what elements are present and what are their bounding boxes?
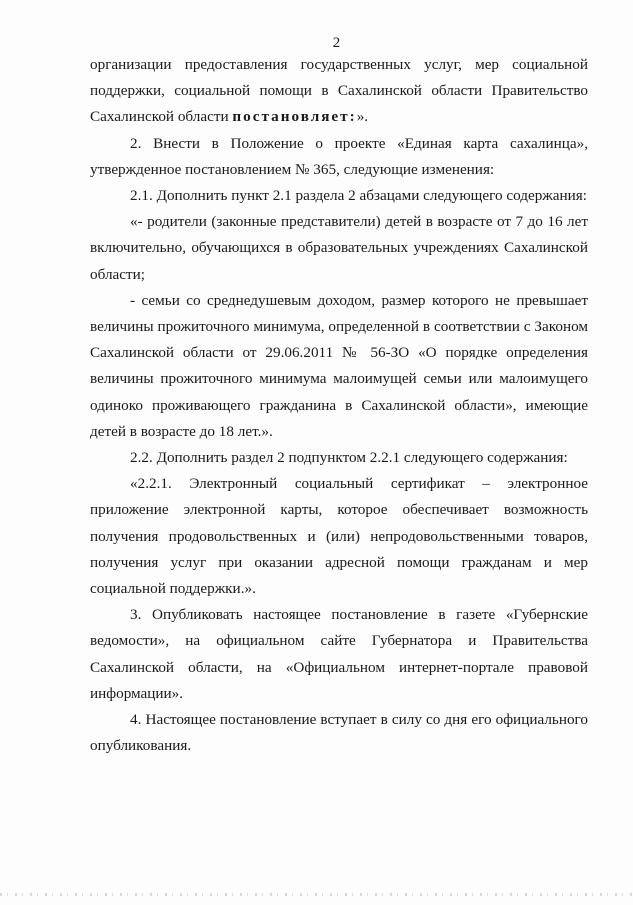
paragraph-item-2-1: 2.1. Дополнить пункт 2.1 раздела 2 абзацами следующего содержания: <box>130 187 587 205</box>
paragraph-item-2-2-1: «2.2.1. Электронный социальный сертификат – электронное приложение электронной карты, которое обеспечивает возможность получения продовольственных и (или) непродовольственными товаров, получения услуг при оказании адресной помощи гражданам и мер социальной поддержки.». <box>90 475 588 598</box>
paragraph-item-2: 2. Внести в Положение о проекте «Единая карта сахалинца», утвержденное постановлением № 365, следующие изменения: <box>90 134 588 178</box>
scan-edge-artifact <box>0 893 633 896</box>
paragraph-quote-families: - семьи со среднедушевым доходом, размер которого не превышает величины прожиточного минимума, определенной в соответствии с Законом Сахалинской области от 29.06.2011 № 56-ЗО «О порядке определения величины прожиточного минимума малоимущей семьи или малоимущего одиноко проживающего гражданина в Сахалинской области», имеющие детей в возрасте до 18 лет.». <box>90 291 588 440</box>
paragraph-quote-parents: «- родители (законные представители) детей в возрасте от 7 до 16 лет включительно, обучающихся в образовательных учреждениях Сахалинской области; <box>90 213 588 283</box>
page-number: 2 <box>332 35 341 51</box>
paragraph-item-2-2: 2.2. Дополнить раздел 2 подпунктом 2.2.1 следующего содержания: <box>130 449 568 467</box>
intro-text: организации предоставления государственных услуг, мер социальной поддержки, социальной помощи в Сахалинской области Правительство Сахалинской области <box>90 56 588 126</box>
paragraph-intro-continuation <box>90 52 588 131</box>
document-body <box>90 52 588 759</box>
decree-keyword: постановляет: <box>232 108 357 126</box>
paragraph-item-4: 4. Настоящее постановление вступает в силу со дня его официального опубликования. <box>90 711 588 755</box>
intro-end: ». <box>356 108 369 126</box>
paragraph-item-3: 3. Опубликовать настоящее постановление в газете «Губернские ведомости», на официальном сайте Губернатора и Правительства Сахалинской области, на «Официальном интернет-портале правовой информации». <box>90 606 588 702</box>
